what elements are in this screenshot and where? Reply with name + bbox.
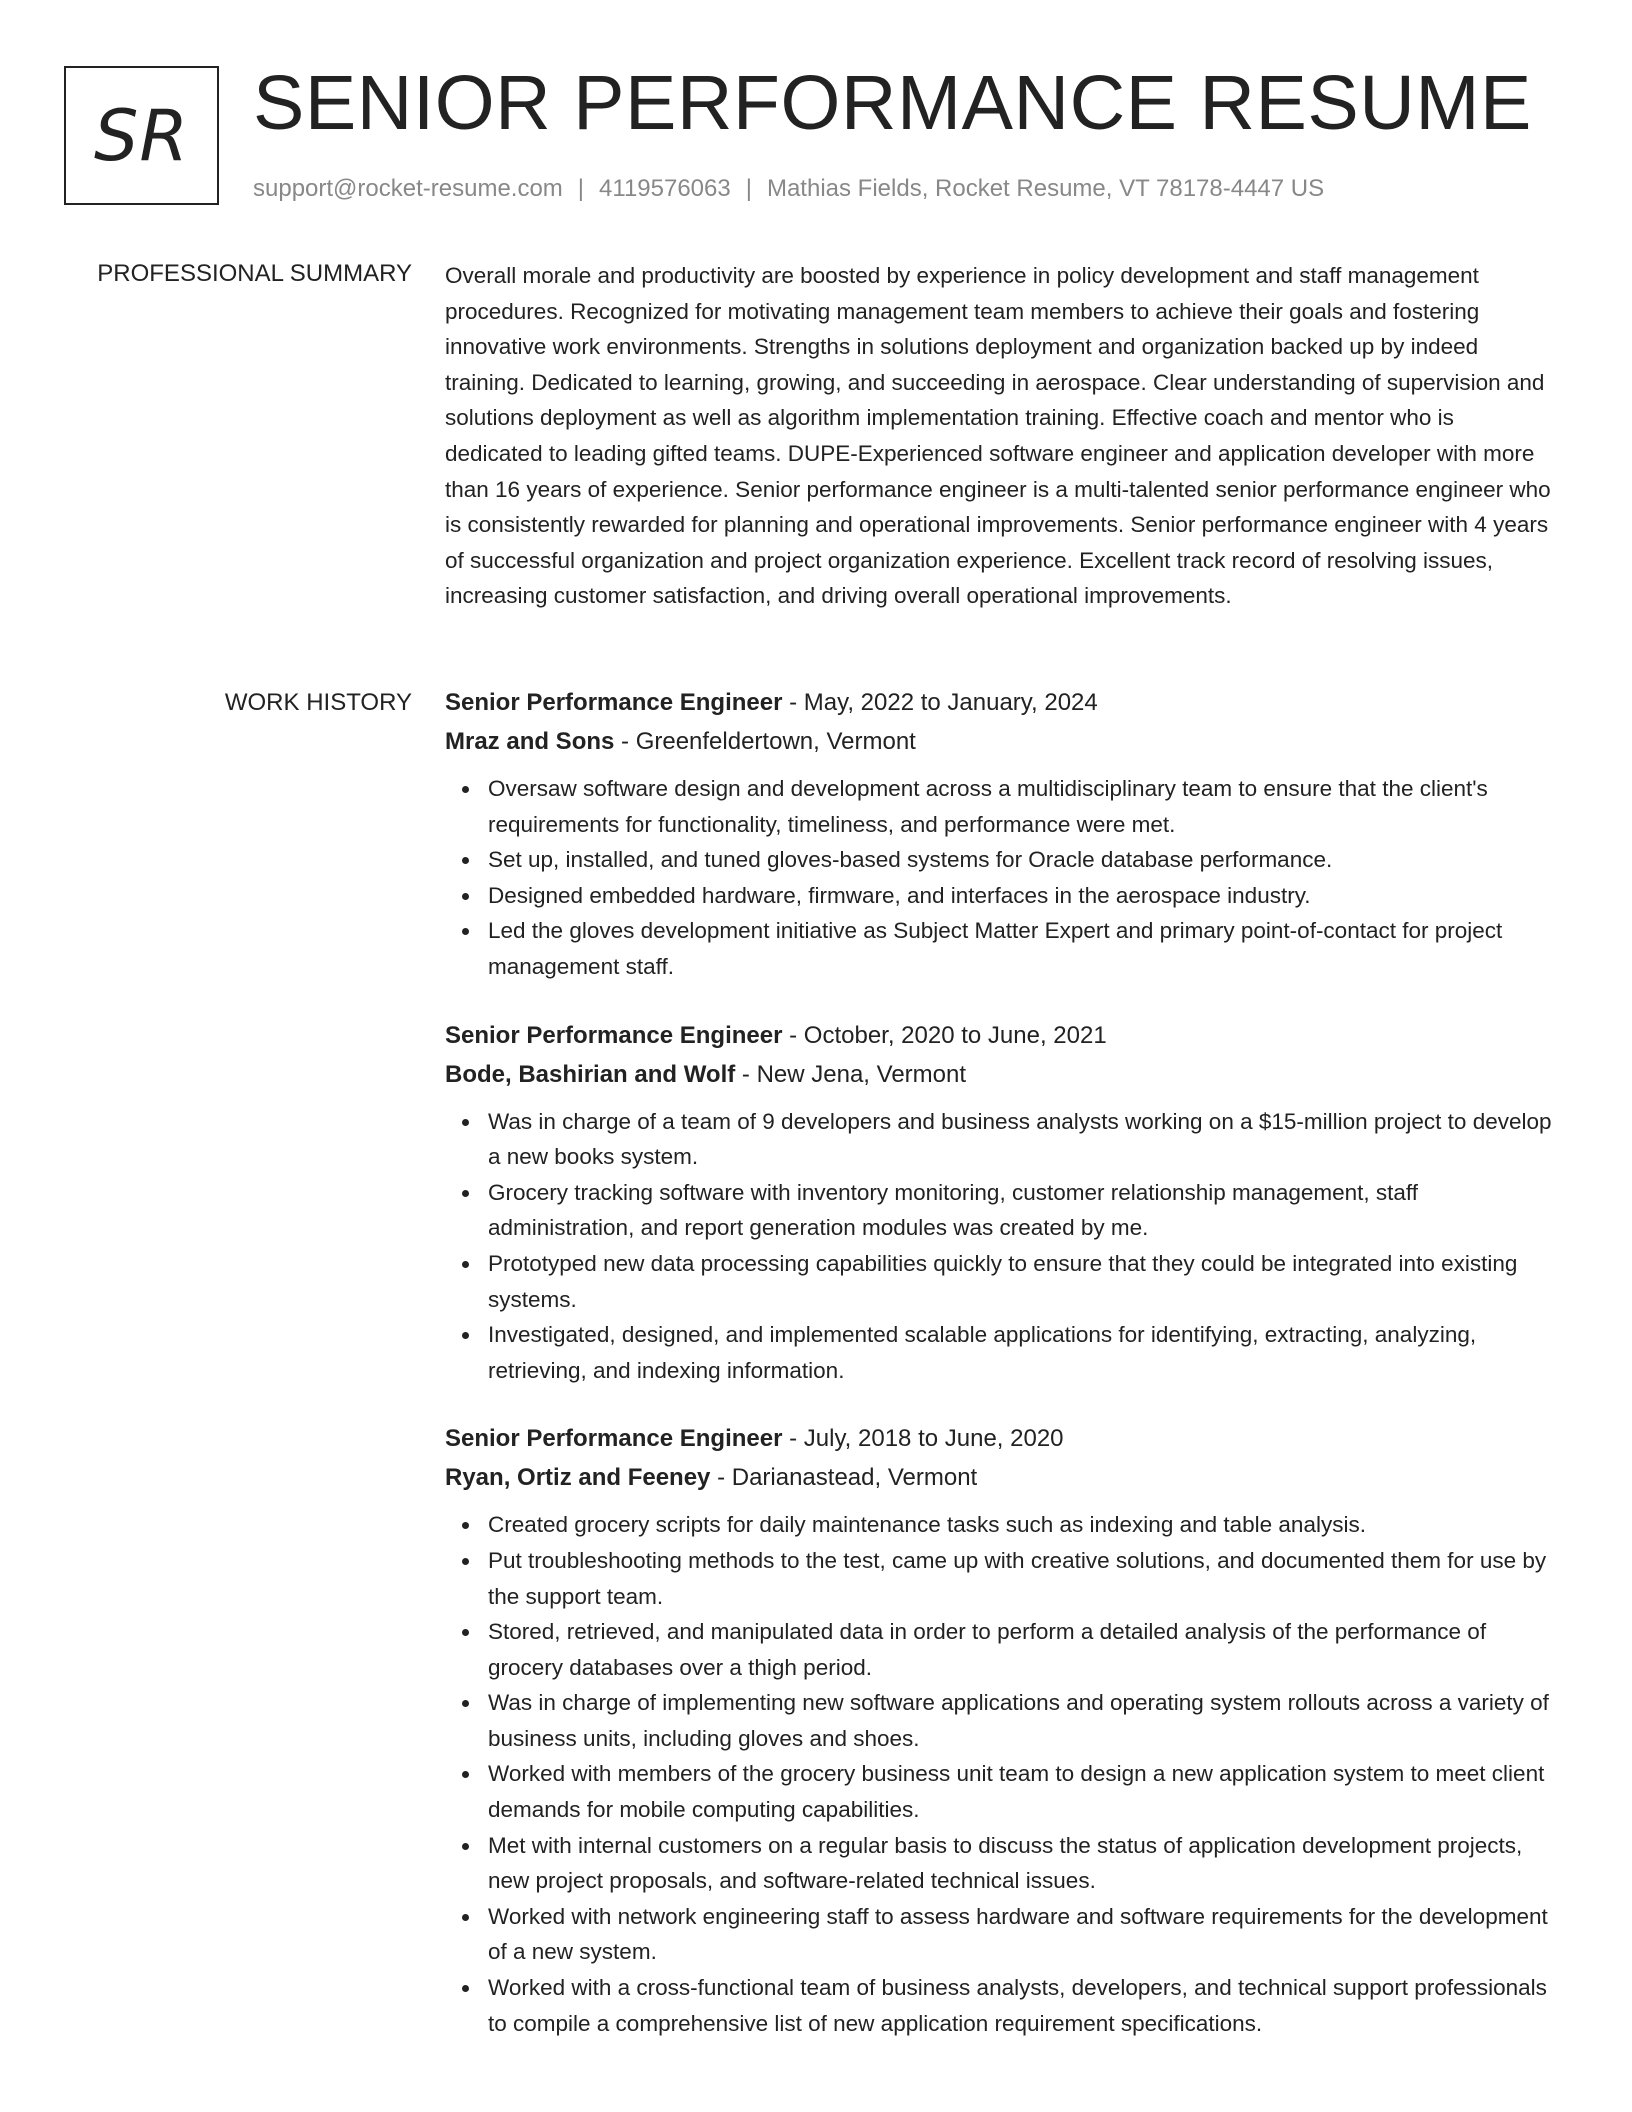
contact-line [253, 174, 1324, 204]
job-company-line [445, 722, 1555, 761]
job-company-line [445, 1458, 1555, 1497]
contact-address: Mathias Fields, Rocket Resume, VT 78178-4447 US [766, 175, 1325, 202]
job-company: Bode, Bashirian and Wolf [445, 1060, 736, 1088]
job-title: Senior Performance Engineer [445, 1425, 783, 1453]
job-entry [445, 1016, 1555, 1389]
job-dates: - October, 2020 to June, 2021 [782, 1021, 1107, 1049]
contact-separator: | [577, 175, 585, 202]
job-bullet: Stored, retrieved, and manipulated data in order to perform a detailed analysis of the performance of grocery databases over a thigh period. [488, 1614, 1555, 1685]
job-title: Senior Performance Engineer [445, 1021, 783, 1049]
job-location: - Darianastead, Vermont [710, 1464, 978, 1492]
job-bullet: Was in charge of implementing new software applications and operating system rollouts across a variety of business units, including gloves and shoes. [488, 1685, 1555, 1756]
job-bullet: Put troubleshooting methods to the test, came up with creative solutions, and documented them for use by the support team. [488, 1543, 1555, 1614]
job-dates: - July, 2018 to June, 2020 [782, 1425, 1064, 1453]
job-bullet: Was in charge of a team of 9 developers and business analysts working on a $15-million project to develop a new books system. [488, 1104, 1555, 1175]
job-bullet: Prototyped new data processing capabilities quickly to ensure that they could be integrated into existing systems. [488, 1246, 1555, 1317]
job-bullet-list [445, 1104, 1555, 1389]
job-bullet: Designed embedded hardware, firmware, and interfaces in the aerospace industry. [488, 878, 1555, 914]
job-title-line [445, 683, 1555, 722]
job-bullet: Worked with network engineering staff to assess hardware and software requirements for the development of a new system. [488, 1899, 1555, 1970]
job-bullet: Met with internal customers on a regular basis to discuss the status of application development projects, new project proposals, and software-related technical issues. [488, 1828, 1555, 1899]
job-company: Mraz and Sons [445, 728, 615, 755]
job-bullet: Investigated, designed, and implemented scalable applications for identifying, extracting, analyzing, retrieving, and indexing information. [488, 1317, 1555, 1388]
job-dates: - May, 2022 to January, 2024 [782, 689, 1098, 716]
job-location: - Greenfeldertown, Vermont [614, 728, 916, 755]
job-bullet: Created grocery scripts for daily maintenance tasks such as indexing and table analysis. [488, 1507, 1555, 1543]
job-location: - New Jena, Vermont [735, 1060, 967, 1088]
job-bullet: Led the gloves development initiative as Subject Matter Expert and primary point-of-contact for project management staff. [488, 913, 1555, 984]
job-company: Ryan, Ortiz and Feeney [445, 1464, 711, 1492]
work-history-section-label: WORK HISTORY [224, 689, 412, 716]
job-title-line [445, 1419, 1555, 1458]
job-bullet: Grocery tracking software with inventory monitoring, customer relationship management, staff administration, and report generation modules was created by me. [488, 1175, 1555, 1246]
job-company-line [445, 1055, 1555, 1094]
summary-section-label: PROFESSIONAL SUMMARY [97, 260, 412, 287]
contact-separator: | [745, 175, 752, 202]
work-history-section [445, 683, 1555, 2072]
summary-text: Overall morale and productivity are boosted by experience in policy development and staff management procedures. Recognized for motivating management team members to achieve their goals and fostering innovative work environments. Strengths in solutions deployment and organization backed up by indeed training. Dedicated to learning, growing, and succeeding in aerospace. Clear understanding of supervision and solutions deployment as well as algorithm implementation training. Effective coach and mentor who is dedicated to leading gifted teams. DUPE-Experienced software engineer and application developer with more than 16 years of experience. Senior performance engineer is a multi-talented senior performance engineer who is consistently rewarded for planning and operational improvements. Senior performance engineer with 4 years of successful organization and project organization experience. Excellent track record of resolving issues, increasing customer satisfaction, and driving overall operational improvements. [445, 263, 1551, 609]
job-bullet: Oversaw software design and development across a multidisciplinary team to ensure that the client's requirements for functionality, timeliness, and performance were met. [488, 771, 1555, 842]
job-bullet-list [445, 771, 1555, 985]
job-title: Senior Performance Engineer [445, 689, 783, 716]
contact-email: support@rocket-resume.com [253, 175, 563, 202]
resume-title: SENIOR PERFORMANCE RESUME [253, 60, 1532, 146]
monogram-initials: SR [93, 94, 190, 177]
job-title-line [445, 1016, 1555, 1055]
monogram-box [64, 66, 219, 205]
contact-phone: 4119576063 [599, 175, 731, 202]
job-bullet: Worked with members of the grocery business unit team to design a new application system to meet client demands for mobile computing capabilities. [488, 1756, 1555, 1827]
job-bullet-list [445, 1507, 1555, 2041]
job-bullet: Worked with a cross-functional team of business analysts, developers, and technical support professionals to compile a comprehensive list of new application requirement specifications. [488, 1970, 1555, 2041]
summary-section [445, 258, 1555, 614]
job-entry [445, 683, 1555, 985]
job-entry [445, 1419, 1555, 2041]
job-bullet: Set up, installed, and tuned gloves-based systems for Oracle database performance. [488, 842, 1555, 878]
